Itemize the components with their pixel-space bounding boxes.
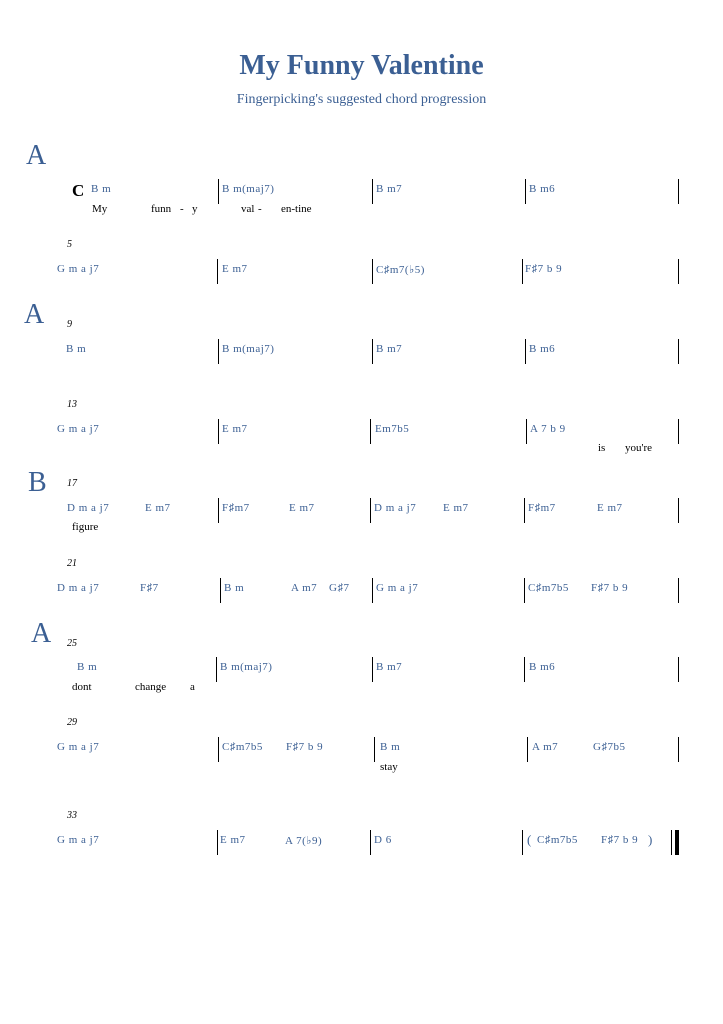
chord: B m(maj7) (220, 661, 273, 673)
section-label-a3: A (31, 618, 52, 649)
chord: G m a j7 (57, 741, 100, 753)
chord: E m7 (222, 263, 248, 275)
repeat-paren-open: ( (527, 832, 532, 847)
chord: E m7 (597, 502, 623, 514)
barline (678, 578, 679, 603)
barline (372, 259, 373, 284)
lyric-word: en-tine (281, 203, 312, 215)
barline (370, 498, 371, 523)
barline (218, 498, 219, 523)
barline (678, 737, 679, 762)
section-label-a1: A (26, 140, 47, 171)
lyric-word: My (92, 203, 108, 215)
chord: F♯m7 (222, 502, 250, 514)
barline (678, 657, 679, 682)
barline (678, 339, 679, 364)
section-label-b: B (28, 467, 47, 498)
lyric-word: val (241, 203, 255, 215)
chord: G m a j7 (57, 423, 100, 435)
barline (524, 657, 525, 682)
chord: E m7 (289, 502, 315, 514)
barline (678, 259, 679, 284)
chord: B m6 (529, 343, 556, 355)
barline (372, 179, 373, 204)
barline (678, 179, 679, 204)
barline (522, 830, 523, 855)
chord: G♯7 (329, 582, 350, 594)
chord: B m7 (376, 343, 403, 355)
chord: B m7 (376, 661, 403, 673)
lyric-word: stay (380, 761, 398, 773)
chord: D m a j7 (57, 582, 100, 594)
chord: B m7 (376, 183, 403, 195)
chord: A 7(♭9) (285, 835, 323, 847)
barline (220, 578, 221, 603)
chord: A m7 (532, 741, 559, 753)
chord: G m a j7 (376, 582, 419, 594)
barline (525, 339, 526, 364)
chord: F♯7 b 9 (286, 741, 324, 753)
lyric-word: funn (151, 203, 172, 215)
chord: D m a j7 (374, 502, 417, 514)
chord: F♯7 b 9 (525, 263, 563, 275)
barline (218, 339, 219, 364)
barline (372, 578, 373, 603)
chord: C♯m7(♭5) (376, 264, 425, 276)
lyric-word: - (180, 203, 184, 215)
barline (370, 419, 371, 444)
chord: B m (77, 661, 98, 673)
barline (678, 419, 679, 444)
measure-number: 29 (67, 717, 77, 728)
measure-number: 17 (67, 478, 77, 489)
chord: F♯m7 (528, 502, 556, 514)
section-label-a2: A (24, 299, 45, 330)
measure-number: 33 (67, 810, 77, 821)
chord: B m (224, 582, 245, 594)
chord: B m (66, 343, 87, 355)
chord: B m (380, 741, 401, 753)
chord: B m(maj7) (222, 343, 275, 355)
chord: G m a j7 (57, 263, 100, 275)
chord: E m7 (443, 502, 469, 514)
barline (678, 498, 679, 523)
measure-number: 25 (67, 638, 77, 649)
chord: B m6 (529, 183, 556, 195)
chord: B m(maj7) (222, 183, 275, 195)
barline (370, 830, 371, 855)
measure-number: 13 (67, 399, 77, 410)
chord: G m a j7 (57, 834, 100, 846)
chord: A 7 b 9 (530, 423, 566, 435)
song-subtitle: Fingerpicking's suggested chord progression (236, 92, 487, 107)
barline (374, 737, 375, 762)
measure-number: 21 (67, 558, 77, 569)
barline (524, 578, 525, 603)
chord: E m7 (220, 834, 246, 846)
barline (217, 830, 218, 855)
lyric-word: y (192, 203, 198, 215)
lyric-word: change (135, 681, 167, 693)
chord: F♯7 b 9 (591, 582, 629, 594)
lyric-word: dont (72, 681, 92, 693)
chord: C♯m7b5 (222, 741, 263, 753)
chord: F♯7 (140, 582, 159, 594)
repeat-paren-close: ) (648, 832, 653, 847)
chord: B m6 (529, 661, 556, 673)
chord: D 6 (374, 834, 392, 846)
chord: B m (91, 183, 112, 195)
chord: E m7 (145, 502, 171, 514)
barline (217, 259, 218, 284)
lyric-word: a (190, 681, 195, 693)
final-barline-thick (675, 830, 679, 855)
chord: E m7 (222, 423, 248, 435)
barline (218, 179, 219, 204)
barline (372, 339, 373, 364)
barline (526, 419, 527, 444)
chord: C♯m7b5 (528, 582, 569, 594)
lyric-word: is (598, 442, 606, 454)
barline (372, 657, 373, 682)
chord: C♯m7b5 (537, 834, 578, 846)
chord: Em7b5 (375, 423, 410, 435)
chord: F♯7 b 9 (601, 834, 639, 846)
measure-number: 5 (67, 239, 72, 250)
chord: D m a j7 (67, 502, 110, 514)
lyric-word: - (258, 203, 262, 215)
lyric-word: figure (72, 521, 99, 533)
chord: G♯7b5 (593, 741, 626, 753)
measure-number: 9 (67, 319, 72, 330)
final-barline-thin (671, 830, 672, 855)
time-signature: C (72, 181, 85, 200)
lyric-word: you're (625, 442, 653, 454)
barline (216, 657, 217, 682)
barline (527, 737, 528, 762)
barline (525, 179, 526, 204)
barline (218, 737, 219, 762)
chord: A m7 (291, 582, 318, 594)
song-title: My Funny Valentine (239, 50, 484, 81)
barline (524, 498, 525, 523)
barline (522, 259, 523, 284)
barline (218, 419, 219, 444)
